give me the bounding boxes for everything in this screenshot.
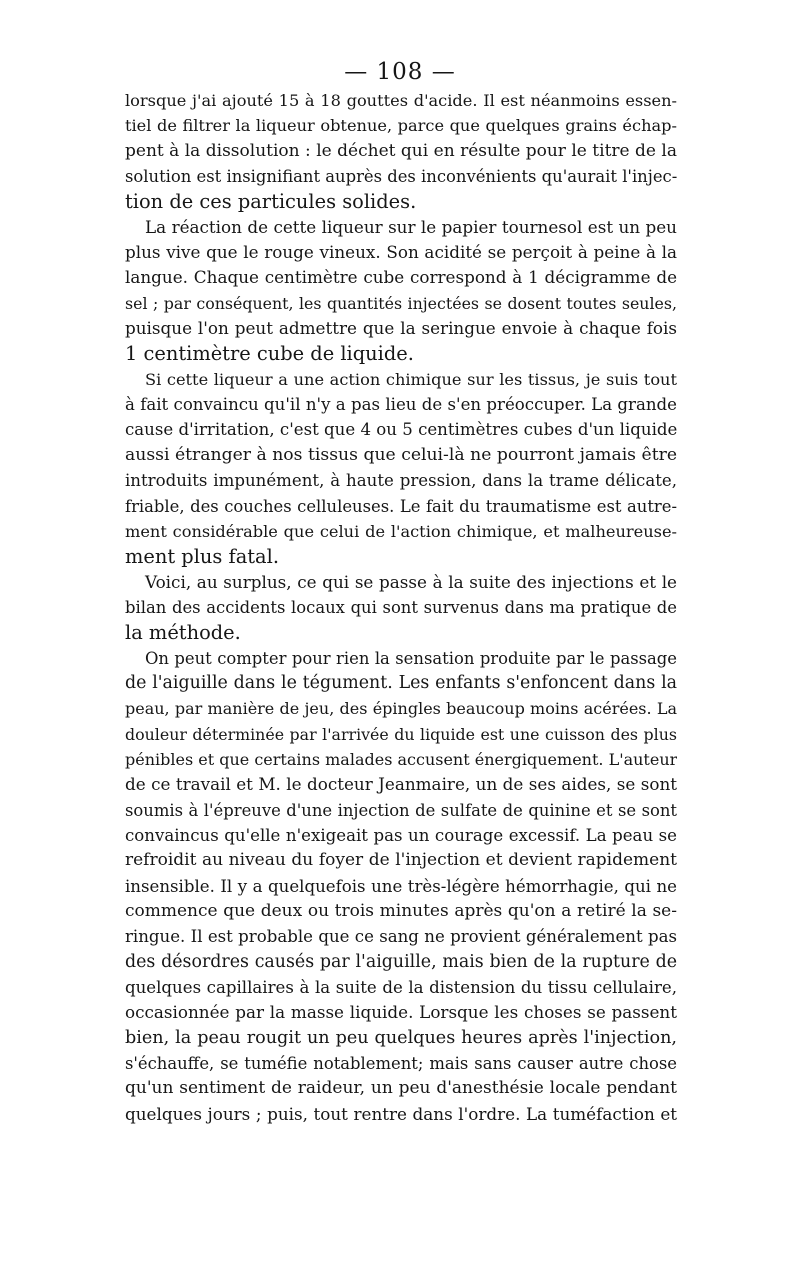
text-line: insensible. Il y a quelquefois une très-légère hémorrhagie, qui ne — [125, 876, 677, 896]
page-number: — 108 — — [344, 59, 456, 85]
text-line: tion de ces particules solides. — [125, 190, 417, 214]
text-line: ment plus fatal. — [125, 545, 279, 569]
text-line: soumis à l'épreuve d'une injection de sulfate de quinine et se sont — [125, 800, 677, 820]
text-line: commence que deux ou trois minutes après qu'on a retiré la se- — [125, 901, 677, 921]
text-line: sel ; par conséquent, les quantités injectées se dosent toutes seules, — [125, 293, 677, 313]
text-line: de l'aiguille dans le tégument. Les enfants s'enfoncent dans la — [125, 672, 677, 693]
text-line: puisque l'on peut admettre que la seringue envoie à chaque fois — [125, 318, 677, 339]
text-line: tiel de filtrer la liqueur obtenue, parce que quelques grains échap- — [125, 116, 677, 136]
text-line: cause d'irritation, c'est que 4 ou 5 centimètres cubes d'un liquide — [125, 420, 677, 440]
text-line: lorsque j'ai ajouté 15 à 18 gouttes d'acide. Il est néanmoins essen- — [125, 91, 677, 110]
text-line: Voici, au surplus, ce qui se passe à la suite des injections et le — [145, 571, 677, 592]
text-line: douleur déterminée par l'arrivée du liquide est une cuisson des plus — [125, 724, 677, 744]
text-line: langue. Chaque centimètre cube correspond à 1 décigramme de — [125, 267, 677, 288]
text-line: solution est insignifiant auprès des inconvénients qu'aurait l'injec- — [125, 167, 677, 187]
text-line: de ce travail et M. le docteur Jeanmaire, un de ses aides, se sont — [125, 774, 677, 795]
text-line: 1 centimètre cube de liquide. — [125, 342, 414, 366]
text-line: des désordres causés par l'aiguille, mais bien de la rupture de — [125, 951, 677, 972]
text-line: ringue. Il est probable que ce sang ne provient généralement pas — [125, 927, 677, 947]
text-line: à fait convaincu qu'il n'y a pas lieu de s'en préoccuper. La grande — [125, 395, 677, 415]
text-line: qu'un sentiment de raideur, un peu d'anesthésie locale pendant — [125, 1078, 677, 1099]
text-line: s'échauffe, se tuméfie notablement; mais sans causer autre chose — [125, 1054, 677, 1074]
text-line: quelques jours ; puis, tout rentre dans l'ordre. La tuméfaction et — [125, 1103, 677, 1124]
text-line: ment considérable que celui de l'action chimique, et malheureuse- — [125, 521, 677, 541]
text-line: On peut compter pour rien la sensation produite par le passage — [145, 648, 677, 668]
text-line: peau, par manière de jeu, des épingles beaucoup moins acérées. La — [125, 699, 677, 719]
text-line: bien, la peau rougit un peu quelques heures après l'injection, — [125, 1027, 677, 1048]
text-line: Si cette liqueur a une action chimique sur les tissus, je suis tout — [145, 369, 677, 389]
text-line: refroidit au niveau du foyer de l'injection et devient rapidement — [125, 850, 677, 871]
text-line: occasionnée par la masse liquide. Lorsque les choses se passent — [125, 1002, 677, 1023]
text-line: bilan des accidents locaux qui sont survenus dans ma pratique de — [125, 597, 677, 617]
text-line: quelques capillaires à la suite de la distension du tissu cellulaire, — [125, 978, 677, 998]
text-line: introduits impunément, à haute pression, dans la trame délicate, — [125, 471, 677, 491]
text-line: aussi étranger à nos tissus que celui-là ne pourront jamais être — [125, 444, 677, 465]
text-line: plus vive que le rouge vineux. Son acidité se perçoit à peine à la — [125, 242, 677, 263]
text-line: pent à la dissolution : le déchet qui en résulte pour le titre de la — [125, 140, 677, 161]
text-line: La réaction de cette liqueur sur le papier tournesol est un peu — [145, 216, 677, 237]
text-line: pénibles et que certains malades accusent énergiquement. L'auteur — [125, 749, 677, 769]
body-text — [125, 88, 677, 1127]
text-line: la méthode. — [125, 621, 241, 645]
text-line: friable, des couches celluleuses. Le fait du traumatisme est autre- — [125, 496, 677, 516]
text-line: convaincus qu'elle n'exigeait pas un courage excessif. La peau se — [125, 825, 677, 845]
